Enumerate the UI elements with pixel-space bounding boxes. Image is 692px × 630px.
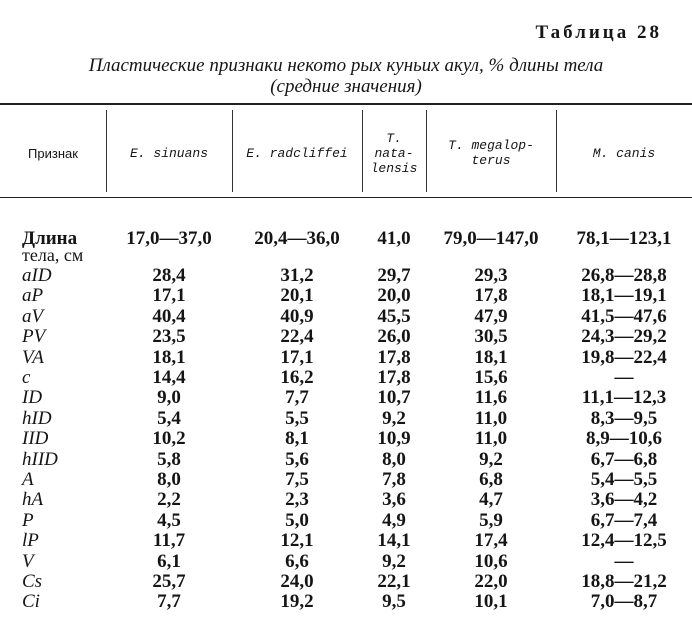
header-feature: Признак — [28, 145, 78, 161]
cell-t-megalopterus: 22,0 — [474, 571, 508, 592]
cell-m-canis: 3,6—4,2 — [590, 489, 658, 510]
cell-t-megalopterus: 10,6 — [474, 551, 508, 572]
row-label: A — [22, 469, 34, 490]
cell-t-natalensis: 26,0 — [377, 326, 411, 347]
cell-m-canis: 18,8—21,2 — [581, 571, 667, 592]
table-row — [0, 530, 692, 549]
row-label: Ci — [22, 591, 40, 612]
cell-t-megalopterus: 79,0—147,0 — [443, 228, 539, 249]
cell-e-sinuans: 17,0—37,0 — [126, 228, 212, 249]
cell-e-sinuans: 10,2 — [152, 428, 186, 449]
cell-m-canis: 8,9—10,6 — [586, 428, 662, 449]
cell-e-sinuans: 40,4 — [152, 306, 186, 327]
table-row — [0, 408, 692, 427]
cell-t-natalensis: 17,8 — [377, 367, 411, 388]
table-row — [0, 326, 692, 345]
cell-e-sinuans: 11,7 — [152, 530, 186, 551]
cell-t-natalensis: 10,9 — [377, 428, 411, 449]
row-label: hIID — [22, 449, 58, 470]
cell-t-natalensis: 41,0 — [377, 228, 411, 249]
cell-e-radcliffei: 5,6 — [285, 449, 309, 470]
row-label: aV — [22, 306, 44, 327]
cell-e-sinuans: 17,1 — [152, 285, 186, 306]
header-m-canis: M. canis — [592, 145, 656, 161]
row-label: IID — [22, 428, 49, 449]
cell-t-megalopterus: 6,8 — [479, 469, 503, 490]
cell-t-megalopterus: 18,1 — [474, 347, 508, 368]
row-label: aID — [22, 265, 52, 286]
header-t-megalopterus: T. megalop- terus — [448, 138, 534, 168]
row-label: c — [22, 367, 31, 388]
cell-t-natalensis: 22,1 — [377, 571, 411, 592]
cell-e-sinuans: 6,1 — [157, 551, 181, 572]
table-row — [0, 428, 692, 447]
table-caption — [0, 55, 692, 97]
row-label: Длина — [22, 228, 78, 249]
table-row — [0, 551, 692, 570]
cell-m-canis: 19,8—22,4 — [581, 347, 667, 368]
caption-line-2: (средние значения) — [270, 76, 422, 97]
cell-t-megalopterus: 17,4 — [474, 530, 508, 551]
table-row — [0, 347, 692, 366]
table-row — [0, 571, 692, 590]
table-row — [0, 449, 692, 468]
cell-m-canis: 26,8—28,8 — [581, 265, 667, 286]
table-row — [0, 367, 692, 386]
cell-e-radcliffei: 22,4 — [280, 326, 314, 347]
cell-e-radcliffei: 31,2 — [280, 265, 314, 286]
cell-t-natalensis: 3,6 — [382, 489, 406, 510]
cell-e-radcliffei: 2,3 — [285, 489, 309, 510]
cell-e-radcliffei: 16,2 — [280, 367, 314, 388]
cell-e-radcliffei: 20,1 — [280, 285, 314, 306]
header-bottom-rule — [0, 197, 692, 198]
cell-t-megalopterus: 47,9 — [474, 306, 508, 327]
table-number-value: 28 — [637, 22, 662, 43]
cell-e-radcliffei: 7,7 — [285, 387, 309, 408]
cell-m-canis: 18,1—19,1 — [581, 285, 667, 306]
cell-e-sinuans: 7,7 — [157, 591, 181, 612]
table-row — [0, 510, 692, 529]
cell-m-canis: 5,4—5,5 — [590, 469, 658, 490]
row-label: P — [22, 510, 34, 531]
cell-e-radcliffei: 12,1 — [280, 530, 314, 551]
cell-t-megalopterus: 11,6 — [474, 387, 508, 408]
table-row-length — [0, 228, 692, 247]
row-label: hA — [22, 489, 44, 510]
cell-t-natalensis: 20,0 — [377, 285, 411, 306]
cell-m-canis: 24,3—29,2 — [581, 326, 667, 347]
cell-t-natalensis: 8,0 — [382, 449, 406, 470]
cell-e-radcliffei: 6,6 — [285, 551, 309, 572]
table-top-rule — [0, 103, 692, 105]
cell-t-megalopterus: 15,6 — [474, 367, 508, 388]
cell-e-sinuans: 18,1 — [152, 347, 186, 368]
cell-e-radcliffei: 5,5 — [285, 408, 309, 429]
row-label-continuation: тела, см — [22, 245, 84, 265]
table-row — [0, 306, 692, 325]
cell-t-megalopterus: 5,9 — [479, 510, 503, 531]
cell-t-natalensis: 9,5 — [382, 591, 406, 612]
cell-t-megalopterus: 30,5 — [474, 326, 508, 347]
cell-e-sinuans: 28,4 — [152, 265, 186, 286]
cell-t-natalensis: 7,8 — [382, 469, 406, 490]
cell-e-radcliffei: 8,1 — [285, 428, 309, 449]
cell-t-megalopterus: 10,1 — [474, 591, 508, 612]
cell-e-radcliffei: 5,0 — [285, 510, 309, 531]
cell-m-canis: 78,1—123,1 — [576, 228, 672, 249]
cell-e-sinuans: 25,7 — [152, 571, 186, 592]
table-row — [0, 591, 692, 610]
row-label: aP — [22, 285, 44, 306]
cell-e-radcliffei: 20,4—36,0 — [254, 228, 340, 249]
cell-m-canis: 12,4—12,5 — [581, 530, 667, 551]
cell-t-megalopterus: 17,8 — [474, 285, 508, 306]
cell-m-canis: 8,3—9,5 — [590, 408, 658, 429]
row-label: VA — [22, 347, 44, 368]
cell-m-canis: 6,7—7,4 — [590, 510, 658, 531]
cell-e-sinuans: 8,0 — [157, 469, 181, 490]
cell-t-natalensis: 9,2 — [382, 551, 406, 572]
cell-t-natalensis: 9,2 — [382, 408, 406, 429]
cell-t-megalopterus: 4,7 — [479, 489, 503, 510]
cell-t-natalensis: 45,5 — [377, 306, 411, 327]
row-label: PV — [22, 326, 46, 347]
cell-t-natalensis: 14,1 — [377, 530, 411, 551]
row-label: Cs — [22, 571, 43, 592]
table-row — [0, 489, 692, 508]
cell-e-sinuans: 14,4 — [152, 367, 186, 388]
cell-e-radcliffei: 19,2 — [280, 591, 314, 612]
row-label: hID — [22, 408, 52, 429]
cell-m-canis: — — [614, 551, 634, 572]
cell-e-radcliffei: 7,5 — [285, 469, 309, 490]
cell-t-natalensis: 4,9 — [382, 510, 406, 531]
table-row — [0, 469, 692, 488]
cell-t-natalensis: 10,7 — [377, 387, 411, 408]
cell-e-sinuans: 5,8 — [157, 449, 181, 470]
cell-m-canis: 7,0—8,7 — [590, 591, 658, 612]
table-row — [0, 265, 692, 284]
cell-t-megalopterus: 11,0 — [474, 408, 508, 429]
table-row — [0, 387, 692, 406]
cell-t-megalopterus: 11,0 — [474, 428, 508, 449]
header-e-sinuans: E. sinuans — [129, 145, 208, 161]
cell-e-radcliffei: 24,0 — [280, 571, 314, 592]
cell-m-canis: 6,7—6,8 — [590, 449, 658, 470]
row-label: lP — [22, 530, 39, 551]
cell-e-sinuans: 9,0 — [157, 387, 181, 408]
cell-e-sinuans: 2,2 — [157, 489, 181, 510]
row-label: V — [22, 551, 34, 572]
cell-t-megalopterus: 29,3 — [474, 265, 508, 286]
cell-t-megalopterus: 9,2 — [479, 449, 503, 470]
table-row — [0, 285, 692, 304]
cell-t-natalensis: 17,8 — [377, 347, 411, 368]
cell-e-radcliffei: 40,9 — [280, 306, 314, 327]
row-label: ID — [22, 387, 43, 408]
table-label: Таблица — [535, 22, 630, 43]
cell-e-radcliffei: 17,1 — [280, 347, 314, 368]
cell-e-sinuans: 5,4 — [157, 408, 181, 429]
header-t-natalensis: T. nata- lensis — [370, 130, 418, 176]
cell-t-natalensis: 29,7 — [377, 265, 411, 286]
cell-m-canis: — — [614, 367, 634, 388]
cell-e-sinuans: 23,5 — [152, 326, 186, 347]
cell-m-canis: 41,5—47,6 — [581, 306, 667, 327]
cell-e-sinuans: 4,5 — [157, 510, 181, 531]
table-number — [535, 22, 662, 44]
cell-m-canis: 11,1—12,3 — [581, 387, 667, 408]
caption-line-1: Пластические признаки некото рых куньих акул, % длины тела — [88, 55, 604, 76]
header-e-radcliffei: E. radcliffei — [246, 145, 348, 161]
